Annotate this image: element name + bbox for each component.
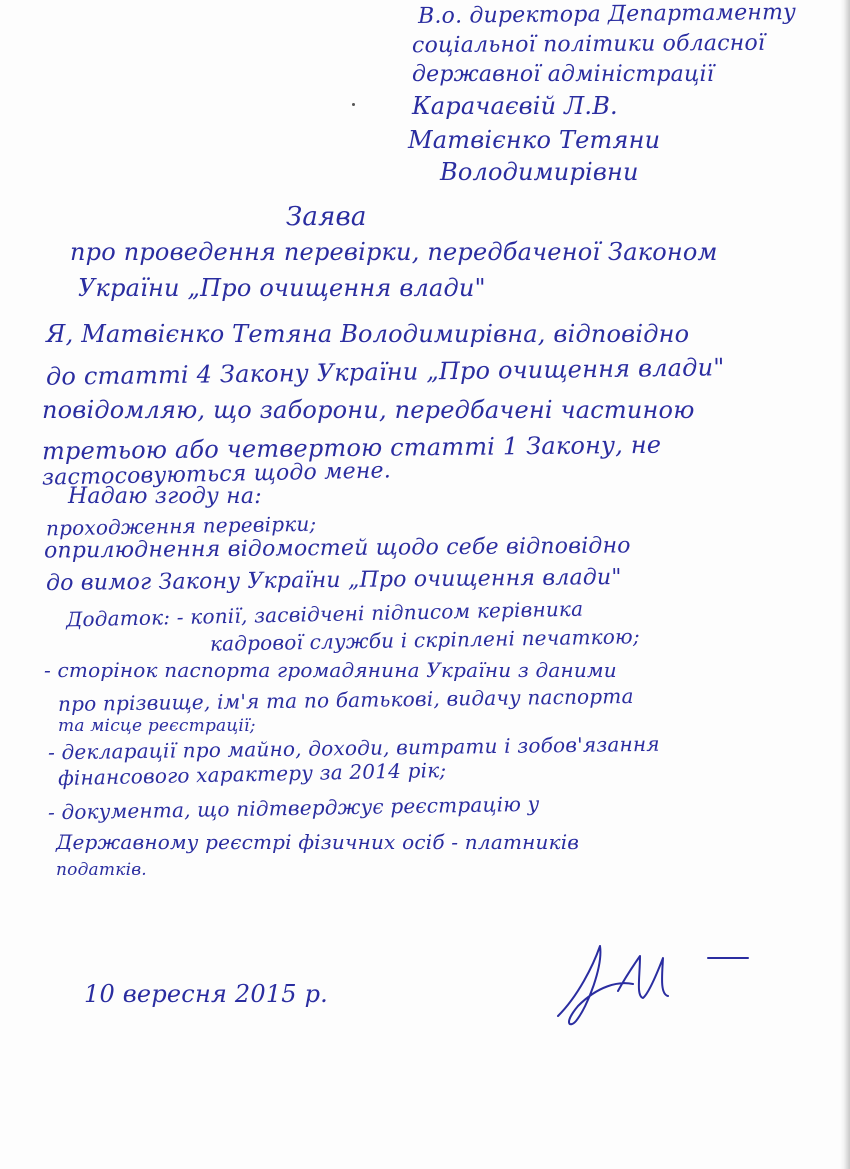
body-line-4: третьою або четвертою статті 1 Закону, не — [41, 430, 662, 466]
sender-patronymic: Володимирівни — [440, 158, 639, 186]
body-line-3: повідомляю, що заборони, передбачені частиною — [42, 396, 695, 424]
attachment-line-10: податків. — [56, 860, 147, 880]
consent-title: Надаю згоду на: — [68, 484, 262, 509]
subtitle-line-1: про проведення перевірки, передбаченої Законом — [70, 238, 718, 266]
consent-item-2a: оприлюднення відомостей щодо себе відповідно — [43, 533, 631, 564]
addressee-line-1: В.о. директора Департаменту — [417, 0, 797, 29]
attachment-line-5: та місце реєстрації; — [58, 716, 256, 736]
sender-surname: Матвієнко Тетяни — [408, 126, 661, 154]
attachment-line-2: кадрової служби і скріплені печаткою; — [209, 624, 640, 656]
scan-edge-shadow — [840, 0, 850, 1169]
attachment-line-8: - документа, що підтверджує реєстрацію у — [47, 791, 540, 825]
attachment-line-4: про прізвище, ім'я та по батькові, видачу паспорта — [57, 683, 634, 717]
addressee-name: Карачаєвій Л.В. — [412, 92, 618, 120]
body-line-5: застосовуються щодо мене. — [41, 458, 392, 491]
attachment-line-3: - сторінок паспорта громадянина України з даними — [44, 658, 617, 682]
document-date: 10 вересня 2015 р. — [84, 980, 328, 1008]
body-line-1: Я, Матвієнко Тетяна Володимирівна, відповідно — [46, 320, 690, 348]
body-line-2: до статті 4 Закону України „Про очищення влади" — [45, 353, 725, 391]
attachment-line-7: фінансового характеру за 2014 рік; — [57, 757, 447, 791]
addressee-line-3: державної адміністрації — [412, 62, 715, 87]
attachment-line-9: Державному реєстрі фізичних осіб - платників — [56, 830, 580, 854]
signature-mark — [548, 936, 778, 1031]
scan-speck — [352, 103, 355, 106]
consent-item-1: проходження перевірки; — [45, 511, 317, 541]
addressee-line-2: соціальної політики обласної — [411, 30, 766, 59]
document-title: Заява — [286, 202, 367, 232]
consent-item-2b: до вимог Закону України „Про очищення влади" — [45, 564, 622, 597]
attachment-line-1: Додаток: - копії, засвідчені підписом керівника — [65, 596, 584, 632]
subtitle-line-2: України „Про очищення влади" — [78, 274, 486, 302]
attachment-line-6: - декларації про майно, доходи, витрати і зобов'язання — [47, 731, 660, 765]
